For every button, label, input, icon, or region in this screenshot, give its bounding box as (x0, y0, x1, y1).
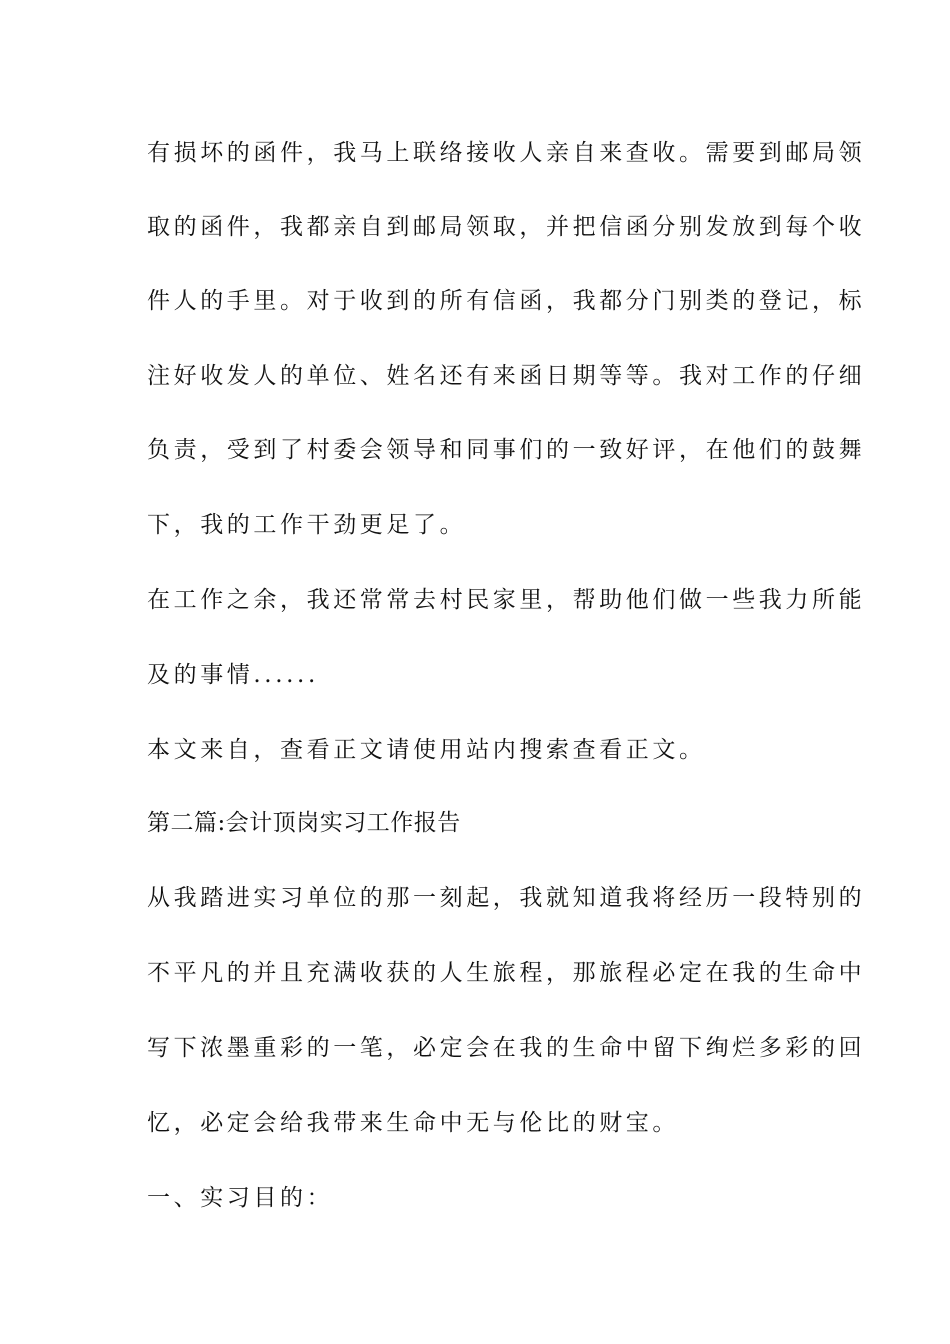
paragraph-1-line-1: 有损坏的函件，我马上联络接收人亲自来查收。需要到邮局领 (147, 140, 866, 166)
paragraph-1-line-4: 注好收发人的单位、姓名还有来函日期等等。我对工作的仔细 (147, 363, 866, 389)
paragraph-3-line-2: 不平凡的并且充满收获的人生旅程，那旅程必定在我的生命中 (147, 960, 866, 986)
paragraph-3-line-4: 忆，必定会给我带来生命中无与伦比的财宝。 (147, 1110, 679, 1136)
paragraph-1-line-3: 件人的手里。对于收到的所有信函，我都分门别类的登记，标 (147, 288, 866, 314)
paragraph-3-line-1: 从我踏进实习单位的那一刻起，我就知道我将经历一段特别的 (147, 885, 866, 911)
subheading-purpose: 一、实习目的： (147, 1185, 334, 1211)
paragraph-2-line-1: 在工作之余，我还常常去村民家里，帮助他们做一些我力所能 (147, 587, 866, 613)
source-note: 本文来自，查看正文请使用站内搜索查看正文。 (147, 737, 706, 763)
paragraph-1-line-2: 取的函件，我都亲自到邮局领取，并把信函分别发放到每个收 (147, 214, 866, 240)
section-title: 第二篇:会计顶岗实习工作报告 (147, 810, 461, 836)
paragraph-1-line-5: 负责，受到了村委会领导和同事们的一致好评，在他们的鼓舞 (147, 437, 866, 463)
paragraph-2-line-2: 及的事情...... (147, 662, 319, 688)
paragraph-1-line-6: 下，我的工作干劲更足了。 (147, 512, 467, 538)
paragraph-3-line-3: 写下浓墨重彩的一笔，必定会在我的生命中留下绚烂多彩的回 (147, 1035, 866, 1061)
